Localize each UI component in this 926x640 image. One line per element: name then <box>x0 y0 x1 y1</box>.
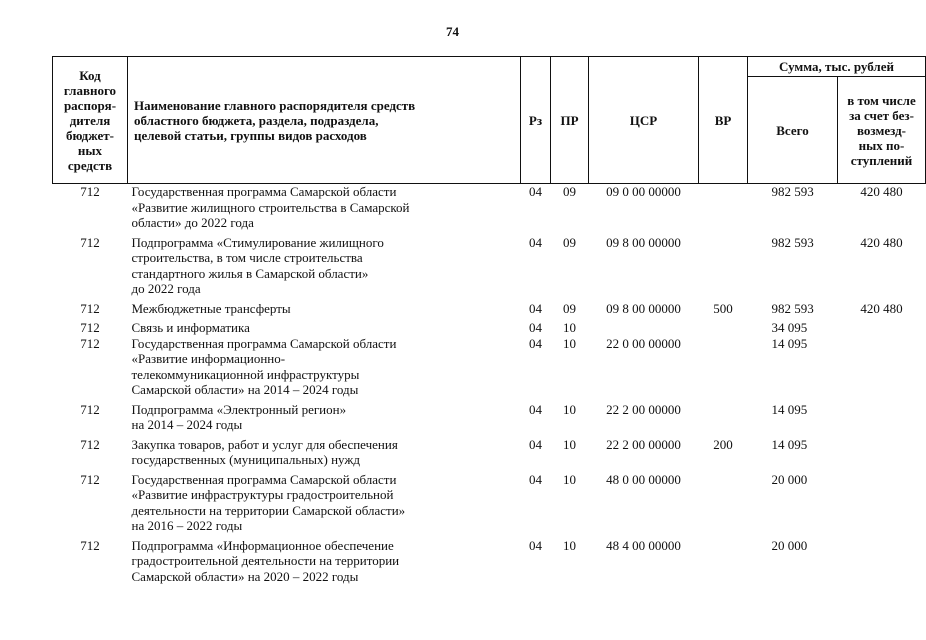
cell-pr: 10 <box>563 335 576 351</box>
table-row <box>53 433 926 468</box>
cell-vr <box>699 468 748 534</box>
cell-name: Подпрограмма «Информационное обеспечение градостроительной деятельности на территории Самарской области» на 2020 – 2022 годы <box>131 537 400 584</box>
cell-rz: 04 <box>529 401 542 417</box>
cell-name: Государственная программа Самарской области «Развитие информационно- телекоммуникационной инфраструктуры Самарской области» на 2014 – 2024 годы <box>131 335 397 397</box>
cell-csr: 48 0 00 00000 <box>606 471 681 487</box>
cell-free <box>838 398 926 433</box>
cell-rz: 04 <box>529 300 542 316</box>
cell-rz: 04 <box>529 537 542 553</box>
header-total: Всего <box>748 77 838 184</box>
cell-code: 712 <box>80 335 100 351</box>
header-code: Код главного распоря- дителя бюджет- ных средств <box>53 57 128 184</box>
cell-code: 712 <box>80 401 100 417</box>
budget-table <box>52 56 926 584</box>
table-row <box>53 534 926 585</box>
cell-name: Закупка товаров, работ и услуг для обеспечения государственных (муниципальных) нужд <box>131 436 398 467</box>
cell-name: Межбюджетные трансферты <box>131 300 291 316</box>
cell-csr: 48 4 00 00000 <box>606 537 681 553</box>
cell-free: 420 480 <box>860 300 903 316</box>
cell-free <box>838 336 926 398</box>
cell-code: 712 <box>80 320 100 335</box>
cell-total: 14 095 <box>771 335 808 351</box>
cell-name: Подпрограмма «Электронный регион» на 2014 – 2024 годы <box>131 401 347 432</box>
cell-csr: 09 8 00 00000 <box>606 234 681 250</box>
cell-code: 712 <box>80 300 100 316</box>
header-csr: ЦСР <box>589 57 699 184</box>
header-pr: ПР <box>551 57 589 184</box>
cell-free <box>838 316 926 336</box>
cell-total: 20 000 <box>771 471 808 487</box>
header-name: Наименование главного распорядителя средств областного бюджета, раздела, подраздела, целевой статьи, группы видов расходов <box>128 57 521 184</box>
cell-pr: 09 <box>563 300 576 316</box>
cell-total: 14 095 <box>771 401 808 417</box>
header-sum: Сумма, тыс. рублей <box>748 57 926 77</box>
cell-total: 20 000 <box>771 537 808 553</box>
cell-pr: 10 <box>563 401 576 417</box>
cell-csr: 09 0 00 00000 <box>606 184 681 199</box>
cell-total: 982 593 <box>771 234 814 250</box>
page-number: 74 <box>446 24 459 39</box>
cell-total: 14 095 <box>771 436 808 452</box>
cell-pr: 10 <box>563 436 576 452</box>
cell-rz: 04 <box>529 320 542 335</box>
cell-rz: 04 <box>529 436 542 452</box>
table-row <box>53 316 926 336</box>
table-row <box>53 231 926 297</box>
cell-rz: 04 <box>529 234 542 250</box>
cell-code: 712 <box>80 234 100 250</box>
header-vr: ВР <box>699 57 748 184</box>
table-row <box>53 398 926 433</box>
cell-rz: 04 <box>529 184 542 199</box>
cell-csr <box>589 316 699 336</box>
cell-code: 712 <box>80 436 100 452</box>
cell-vr <box>699 184 748 231</box>
cell-pr: 10 <box>563 320 576 335</box>
table-row <box>53 184 926 231</box>
cell-free: 420 480 <box>860 234 903 250</box>
cell-rz: 04 <box>529 471 542 487</box>
cell-csr: 22 0 00 00000 <box>606 335 681 351</box>
cell-vr <box>699 316 748 336</box>
cell-vr <box>699 534 748 585</box>
cell-vr: 500 <box>713 300 733 316</box>
cell-vr <box>699 336 748 398</box>
cell-code: 712 <box>80 471 100 487</box>
cell-name: Государственная программа Самарской области «Развитие жилищного строительства в Самарской области» до 2022 года <box>131 184 410 230</box>
table-body <box>53 184 926 585</box>
cell-vr <box>699 231 748 297</box>
header-rz: Рз <box>521 57 551 184</box>
cell-free <box>838 534 926 585</box>
table-row <box>53 468 926 534</box>
cell-total: 34 095 <box>771 320 808 335</box>
cell-pr: 09 <box>563 184 576 199</box>
cell-csr: 09 8 00 00000 <box>606 300 681 316</box>
cell-csr: 22 2 00 00000 <box>606 436 681 452</box>
cell-rz: 04 <box>529 335 542 351</box>
table-row <box>53 336 926 398</box>
cell-pr: 10 <box>563 537 576 553</box>
cell-free: 420 480 <box>860 184 903 199</box>
cell-csr: 22 2 00 00000 <box>606 401 681 417</box>
cell-name: Подпрограмма «Стимулирование жилищного строительства, в том числе строительства стандартного жилья в Самарской области» до 2022 года <box>131 234 384 296</box>
table-row <box>53 297 926 317</box>
table-header <box>53 57 926 184</box>
cell-name: Государственная программа Самарской области «Развитие инфраструктуры градостроительной деятельности на территории Самарской области» на 2016 – 2022 годы <box>131 471 406 533</box>
cell-vr <box>699 398 748 433</box>
cell-total: 982 593 <box>771 300 814 316</box>
header-free: в том числе за счет без- возмезд- ных по- ступлений <box>838 77 926 184</box>
cell-code: 712 <box>80 184 100 199</box>
cell-name: Связь и информатика <box>131 320 250 335</box>
cell-pr: 10 <box>563 471 576 487</box>
cell-pr: 09 <box>563 234 576 250</box>
cell-code: 712 <box>80 537 100 553</box>
cell-free <box>838 433 926 468</box>
cell-vr: 200 <box>713 436 733 452</box>
cell-free <box>838 468 926 534</box>
cell-total: 982 593 <box>771 184 814 199</box>
